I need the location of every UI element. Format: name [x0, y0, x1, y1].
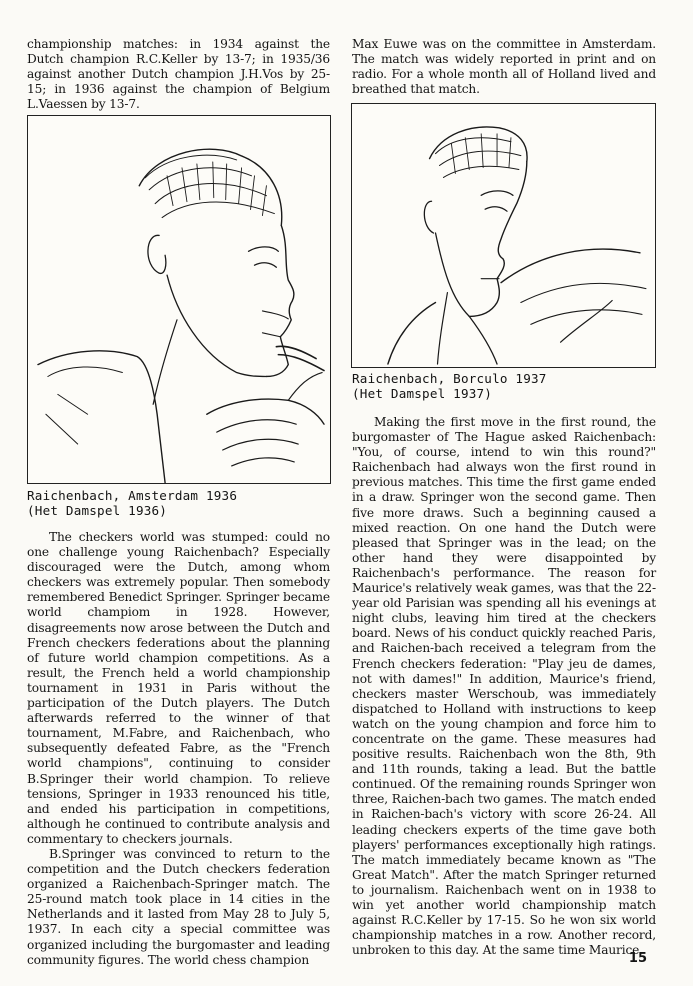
left-column-body [27, 530, 330, 968]
figure-caption-amsterdam [27, 488, 237, 518]
caption-amsterdam-line1: Raichenbach, Amsterdam 1936 [27, 488, 238, 503]
portrait-sketch-amsterdam [28, 116, 330, 483]
left-top-paragraph: championship matches: in 1934 against the Dutch champion R.C.Keller by 13-7; in 1935/36 against another Dutch champion J.H.Vos by 25-15; in 1936 against the champion of Belgium L.Vaessen by 13-7. [27, 37, 330, 112]
portrait-sketch-borculo [352, 104, 655, 367]
left-paragraph-2: B.Springer was convinced to return to the competition and the Dutch checkers federation organized a Raichenbach-Springer match. The 25-round match took place in 14 cities in the Netherlands and it lasted from May 28 to July 5, 1937. In each city a special committee was organized including the burgomaster and leading community figures. The world chess champion [27, 846, 330, 967]
right-top-paragraph: Max Euwe was on the committee in Amsterdam. The match was widely reported in print and on radio. For a whole month all of Holland lived and breathed that match. [352, 37, 656, 97]
caption-borculo-line2: (Het Damspel 1937) [352, 386, 493, 401]
left-column [27, 37, 330, 112]
caption-borculo-line1: Raichenbach, Borculo 1937 [352, 371, 547, 386]
right-column-body [352, 415, 656, 958]
left-paragraph-1: The checkers world was stumped: could no one challenge young Raichenbach? Especially discouraged were the Dutch, among whom checkers was extremely popular. Then somebody remembered Benedict Springer. Springer became world champiom in 1928. However, disagreements now arose between the Dutch and French checkers federations about the planning of future world champion competitions. As a result, the French held a world championship tournament in 1931 in Paris without the participation of the Dutch players. The Dutch afterwards referred to the winner of that tournament, M.Fabre, and Raichenbach, who subsequently defeated Fabre, as the "French world champions", continuing to consider B.Springer their world champion. To relieve tensions, Springer in 1933 renounced his title, and ended his participation in competitions, although he continued to contribute analysis and commentary to checkers journals. [27, 530, 330, 846]
page-number: 15 [628, 951, 647, 966]
caption-amsterdam-line2: (Het Damspel 1936) [27, 503, 168, 518]
figure-caption-borculo [352, 371, 547, 401]
right-column-top [352, 37, 656, 97]
sketch-figure-borculo [351, 103, 656, 368]
sketch-figure-amsterdam [27, 115, 331, 484]
right-paragraph-1: Making the first move in the first round, the burgomaster of The Hague asked Raichenbach: "You, of course, intend to win this round?" Raichenbach had always won the first round in previous matches. This time the first game ended in a draw. Springer won the second game. Then five more draws. Such a beginning caused a mixed reaction. On one hand the Dutch were pleased that Springer was in the lead; on the other hand they were disappointed by Raichenbach's performance. The reason for Maurice's relatively weak games, was that the 22-year old Parisian was spending all his evenings at night clubs, leaving him tired at the checkers board. News of his conduct quickly reached Paris, and Raichen-bach received a telegram from the French checkers federation: "Play jeu de dames, not with dames!" In addition, Maurice's friend, checkers master Werschoub, was immediately dispatched to Holland with instructions to keep watch on the young champion and force him to concentrate on the game. These measures had positive results. Raichenbach won the 8th, 9th and 11th rounds, taking a lead. But the battle continued. Of the remaining rounds Springer won three, Raichen-bach two games. The match ended in Raichen-bach's victory with score 26-24. All leading checkers experts of the time gave both players' performances exceptionally high ratings. The match immediately became known as "The Great Match". After the match Springer returned to journalism. Raichenbach went on in 1938 to win yet another world championship match against R.C.Keller by 17-15. So he won six world championship matches in a row. Another record, unbroken to this day. At the same time Maurice [352, 415, 656, 958]
